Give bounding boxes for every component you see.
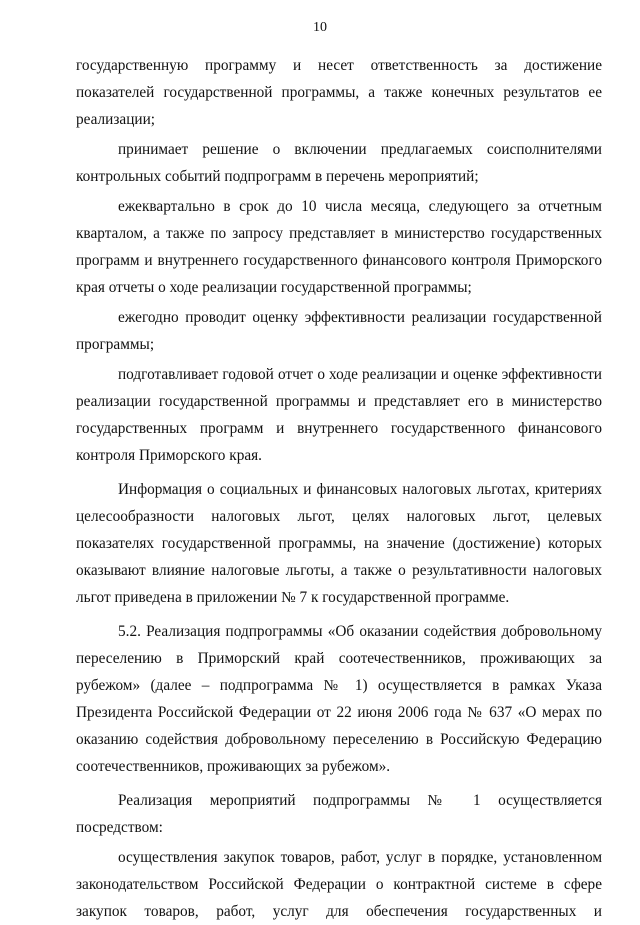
paragraph-continuation: государственную программу и несет ответственность за достижение показателей государственной программы, а также конечных результатов ее реализации;	[76, 57, 602, 128]
paragraph-tax-benefits: Информация о социальных и финансовых налоговых льготах, критериях целесообразности налоговых льгот, целях налоговых льгот, целевых показателях государственной программы, на значение (достижение) которых оказывают влияние налоговые льготы, а также о результативности налоговых льгот приведена в приложении № 7 к государственной программе.	[76, 481, 602, 606]
paragraph-quarterly-report: ежеквартально в срок до 10 числа месяца, следующего за отчетным кварталом, а также по запросу представляет в министерство государственных программ и внутреннего государственного финансового контроля Приморского края отчеты о ходе реализации государственной программы;	[76, 198, 602, 296]
paragraph-procurement: осуществления закупок товаров, работ, услуг в порядке, установленном законодательством Российской Федерации о контрактной системе в сфере закупок товаров, работ, услуг для обеспечения государственных и	[76, 849, 602, 920]
paragraph-annual-assessment: ежегодно проводит оценку эффективности реализации государственной программы;	[76, 309, 602, 353]
paragraph-decision: принимает решение о включении предлагаемых соисполнителями контрольных событий подпрограмм в перечень мероприятий;	[76, 141, 602, 185]
paragraph-implementation: Реализация мероприятий подпрограммы № 1 осуществляется посредством:	[76, 792, 602, 836]
paragraph-annual-report: подготавливает годовой отчет о ходе реализации и оценке эффективности реализации государственной программы и представляет его в министерство государственных программ и внутреннего государственного финансового контроля Приморского края.	[76, 366, 602, 464]
page-number: 10	[313, 20, 327, 35]
paragraph-subprogram-1: 5.2. Реализация подпрограммы «Об оказании содействия добровольному переселению в Приморский край соотечественников, проживающих за рубежом» (далее – подпрограмма № 1) осуществляется в рамках Указа Президента Российской Федерации от 22 июня 2006 года № 637 «О мерах по оказанию содействия добровольному переселению в Российскую Федерацию соотечественников, проживающих за рубежом».	[76, 623, 602, 775]
document-body	[76, 52, 602, 925]
